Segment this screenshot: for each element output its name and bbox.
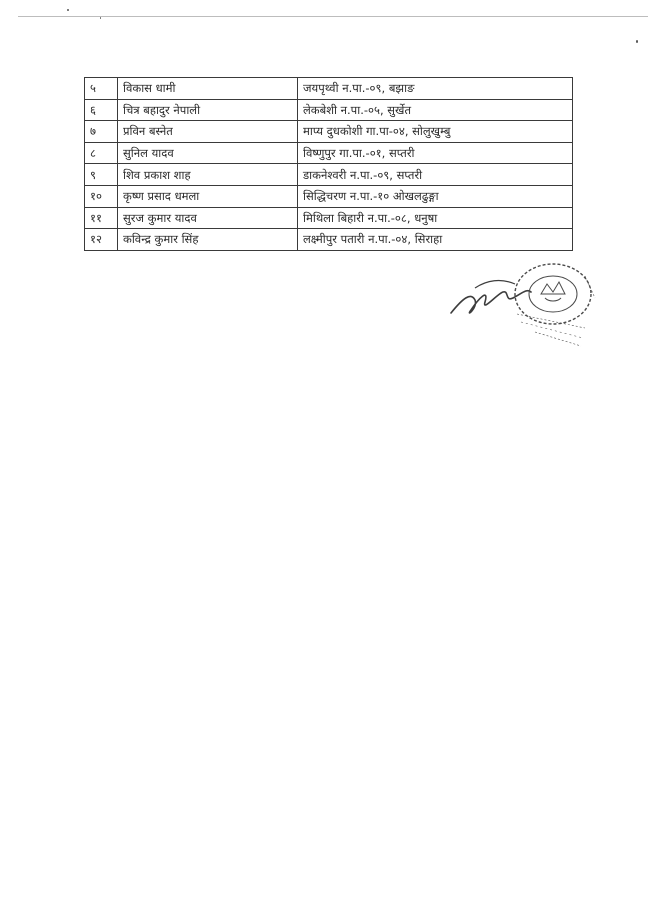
address-cell: लेकबेशी न.पा.-०५, सुर्खेत [298,99,573,121]
serial-number-cell: ८ [85,142,118,164]
seal-graphic [445,258,605,358]
signature-flourish [475,281,515,288]
serial-number-cell: ९ [85,164,118,186]
serial-number-cell: ५ [85,78,118,100]
address-cell: सिद्धिचरण न.पा.-१० ओखलढुङ्गा [298,185,573,207]
serial-number-cell: १० [85,185,118,207]
address-cell: लक्ष्मीपुर पतारी न.पा.-०४, सिराहा [298,229,573,251]
table-row [85,207,573,229]
name-cell: सुनिल यादव [118,142,298,164]
name-cell: प्रविन बस्नेत [118,121,298,143]
table-row [85,185,573,207]
table-row [85,121,573,143]
roster-table [84,77,573,251]
name-cell: विकास धामी [118,78,298,100]
address-cell: जयपृथ्वी न.पा.-०९, बझाङ [298,78,573,100]
name-cell: कविन्द्र कुमार सिंह [118,229,298,251]
name-cell: कृष्ण प्रसाद धमला [118,185,298,207]
table-row [85,99,573,121]
signature-and-office-seal [445,258,605,358]
scan-speck [100,17,101,19]
scan-speck [67,9,69,11]
serial-number-cell: १२ [85,229,118,251]
scan-speck [636,40,638,43]
address-cell: मिथिला बिहारी न.पा.-०८, धनुषा [298,207,573,229]
seal-emblem-mountains [541,282,565,294]
address-cell: विष्णुपुर गा.पा.-०१, सप्तरी [298,142,573,164]
name-cell: शिव प्रकाश शाह [118,164,298,186]
table-row [85,229,573,251]
serial-number-cell: ७ [85,121,118,143]
address-cell: माप्य दुधकोशी गा.पा-०४, सोलुखुम्बु [298,121,573,143]
signature-scribble [451,291,531,313]
address-cell: डाकनेश्वरी न.पा.-०९, सप्तरी [298,164,573,186]
roster-table-body [85,78,573,251]
seal-emblem-base [545,298,561,301]
name-cell: चित्र बहादुर नेपाली [118,99,298,121]
table-row [85,78,573,100]
name-cell: सुरज कुमार यादव [118,207,298,229]
serial-number-cell: ११ [85,207,118,229]
table-row [85,164,573,186]
page-top-edge-line [18,16,648,17]
table-row [85,142,573,164]
serial-number-cell: ६ [85,99,118,121]
